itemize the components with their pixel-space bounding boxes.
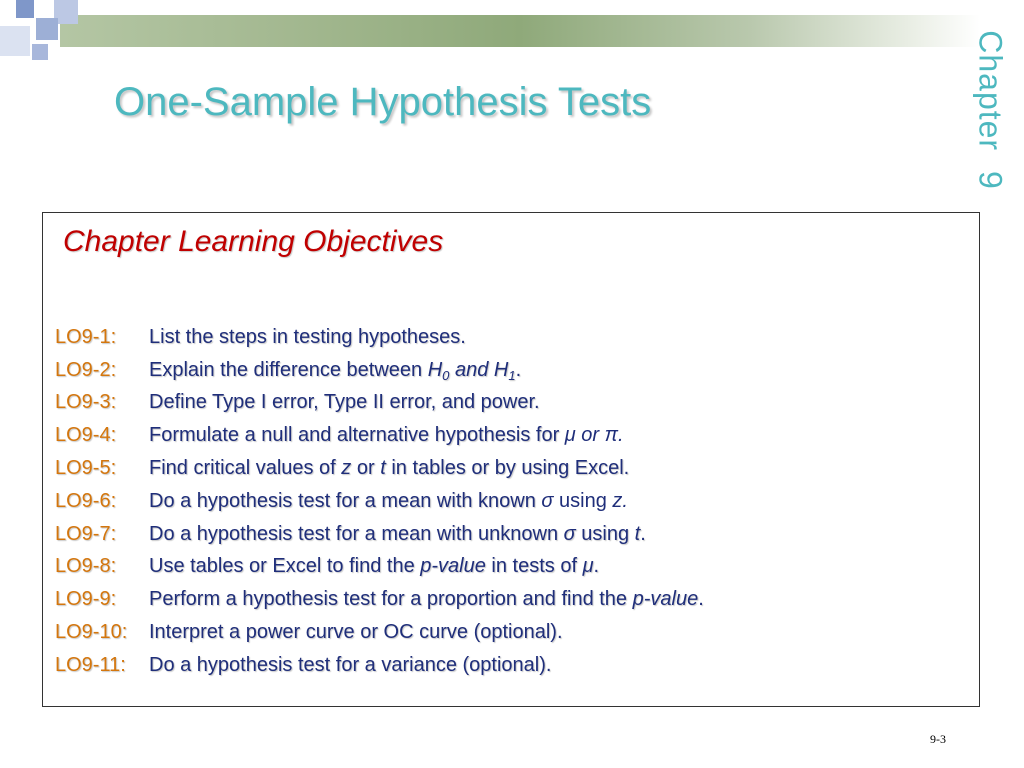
objective-code: LO9-8: — [55, 555, 117, 578]
decor-square — [32, 44, 48, 60]
objective-item — [55, 419, 704, 452]
objective-code: LO9-1: — [55, 325, 117, 348]
decor-square — [16, 0, 34, 18]
objective-code: LO9-7: — [55, 522, 117, 545]
objective-code: LO9-9: — [55, 588, 117, 611]
objective-item — [55, 551, 704, 584]
objective-text: Use tables or Excel to find the p-value in tests of μ. — [149, 555, 600, 578]
slide-title: One-Sample Hypothesis Tests — [114, 80, 652, 124]
objective-code: LO9-10: — [55, 621, 128, 644]
objective-item — [55, 518, 704, 551]
chapter-label-text: Chapter 9 — [972, 30, 1009, 190]
header-gradient-bar — [60, 15, 980, 47]
objective-text: Do a hypothesis test for a mean with known σ using z. — [149, 489, 628, 512]
objective-code: LO9-3: — [55, 391, 117, 414]
chapter-label — [972, 12, 1009, 208]
objective-item — [55, 485, 704, 518]
objective-item — [55, 452, 704, 485]
objective-text: Perform a hypothesis test for a proportion and find the p-value. — [149, 588, 704, 611]
objective-item — [55, 583, 704, 616]
objective-text: Define Type I error, Type II error, and power. — [149, 391, 540, 414]
page-number: 9-3 — [930, 732, 946, 746]
objectives-list — [55, 321, 704, 682]
objective-code: LO9-2: — [55, 358, 117, 381]
objectives-box — [42, 212, 980, 707]
objective-item — [55, 387, 704, 420]
objective-code: LO9-6: — [55, 489, 117, 512]
objective-text: Find critical values of z or t in tables or by using Excel. — [149, 457, 630, 480]
objective-code: LO9-5: — [55, 457, 117, 480]
objectives-heading: Chapter Learning Objectives — [63, 225, 444, 258]
objective-text: List the steps in testing hypotheses. — [149, 325, 466, 348]
decor-square — [36, 18, 58, 40]
objective-item — [55, 616, 704, 649]
decor-square — [0, 26, 30, 56]
objective-text: Explain the difference between $H_0$ and $H_1$. — [149, 358, 522, 383]
objective-code: LO9-11: — [55, 653, 126, 676]
objective-code: LO9-4: — [55, 424, 117, 447]
objective-text: Do a hypothesis test for a mean with unknown σ using t. — [149, 522, 646, 545]
objective-text: Interpret a power curve or OC curve (optional). — [149, 621, 563, 644]
objective-text: Do a hypothesis test for a variance (optional). — [149, 653, 552, 676]
objective-item — [55, 321, 704, 354]
objective-text: Formulate a null and alternative hypothesis for μ or π. — [149, 424, 624, 447]
objective-item — [55, 649, 704, 682]
objective-item — [55, 354, 704, 387]
